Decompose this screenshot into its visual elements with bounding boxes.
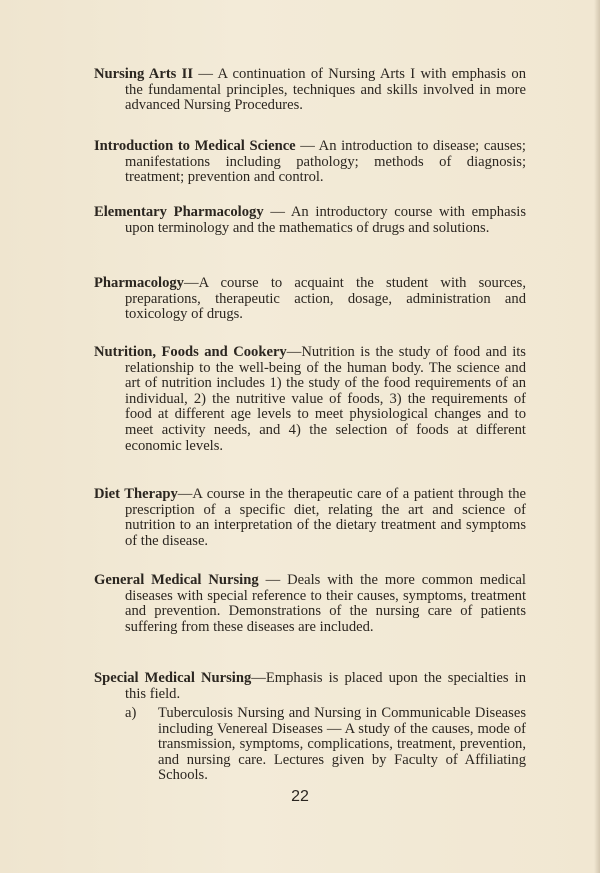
entry-introduction-to-medical-science bbox=[94, 139, 526, 186]
page-edge-shadow bbox=[594, 0, 600, 873]
entry-description: — An introduction to disease; causes; manifestations including pathology; methods of diagnosis; treatment; prevention and control. bbox=[125, 138, 526, 186]
entry-title: Nursing Arts II bbox=[94, 66, 194, 82]
sub-item-text: Tuberculosis Nursing and Nursing in Communicable Diseases including Venereal Diseases — A study of the causes, mode of transmission, symptoms, complications, treatment, prevention, and nursing care. Lectures given by Faculty of Affiliating Schools. bbox=[158, 705, 526, 784]
entry-description: — Deals with the more common medical diseases with special reference to their causes, symptoms, treatment and prevention. Demonstrations of the nursing care of patients suffering from these diseases are included. bbox=[125, 572, 526, 635]
entry-title: General Medical Nursing bbox=[94, 572, 259, 588]
entry-pharmacology bbox=[94, 276, 526, 323]
entry-description: — An introductory course with emphasis upon terminology and the mathematics of drugs and solutions. bbox=[125, 204, 526, 236]
entry-title: Elementary Pharmacology bbox=[94, 204, 264, 220]
sub-item-a bbox=[125, 706, 526, 784]
entry-title: Diet Therapy bbox=[94, 486, 178, 502]
entry-description: — A continuation of Nursing Arts I with emphasis on the fundamental principles, techniques and skills involved in more advanced Nursing Procedures. bbox=[125, 66, 526, 114]
entry-special-medical-nursing bbox=[94, 671, 526, 702]
entry-nursing-arts-ii bbox=[94, 67, 526, 114]
entry-description: —A course in the therapeutic care of a patient through the prescription of a specific diet, relating the art and science of nutrition to an interpretation of the dietary treatment and symptoms of the disease. bbox=[125, 486, 526, 549]
entry-description: —A course to acquaint the student with sources, preparations, therapeutic action, dosage, administration and toxicology of drugs. bbox=[125, 275, 526, 323]
entry-title: Introduction to Medical Science bbox=[94, 138, 296, 154]
entry-general-medical-nursing bbox=[94, 573, 526, 635]
page-number: 22 bbox=[291, 788, 309, 805]
sub-item-marker: a) bbox=[125, 705, 137, 721]
entry-title: Special Medical Nursing bbox=[94, 670, 252, 686]
entry-description: —Nutrition is the study of food and its relationship to the well-being of the human body. The science and art of nutrition includes 1) the study of the food requirements of an individual, 2) the nutritive value of foods, 3) the requirements of food at different age levels to meet physiological changes and to meet activity needs, and 4) the selection of foods at different economic levels. bbox=[125, 344, 526, 454]
entry-diet-therapy bbox=[94, 487, 526, 549]
entry-nutrition-foods-and-cookery bbox=[94, 345, 526, 454]
entry-title: Pharmacology bbox=[94, 275, 184, 291]
entry-description: —Emphasis is placed upon the specialties in this field. bbox=[125, 670, 526, 702]
entry-title: Nutrition, Foods and Cookery bbox=[94, 344, 287, 360]
entry-elementary-pharmacology bbox=[94, 205, 526, 236]
